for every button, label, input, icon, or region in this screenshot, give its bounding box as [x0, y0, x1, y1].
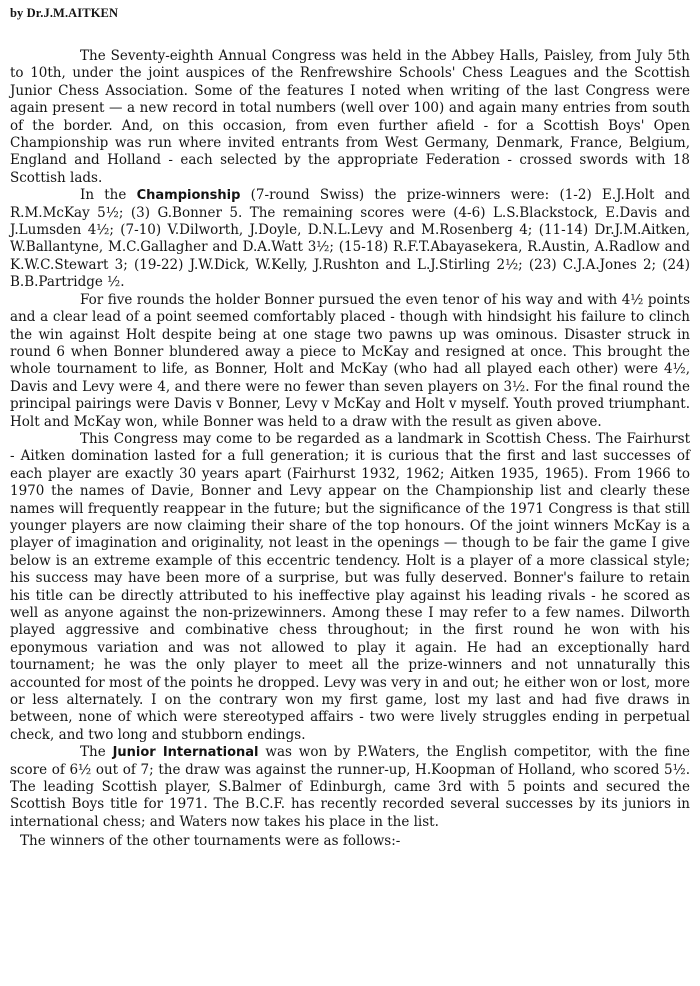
paragraph-intro: The Seventy-eighth Annual Congress was held in the Abbey Halls, Paisley, from July 5th to 10th, under the joint auspices of the Renfrewshire Schools' Chess Leagues and the Scottish Junior Chess Association. Some of the features I noted when writing of the last Congress were again present — a new record in total numbers (well over 100) and again many entries from south of the border. And, on this occasion, from even further afield - for a Scottish Boys' Open Championship was run where invited entrants from West Germany, Denmark, France, Belgium, England and Holland - each selected by the appropriate Federation - crossed swords with 18 Scottish lads. [10, 48, 690, 186]
author-byline: by Dr.J.M.AITKEN [10, 6, 119, 20]
paragraph-junior [10, 744, 690, 831]
paragraph-championship-lead: In the [80, 187, 137, 204]
paragraph-junior-lead: The [80, 744, 113, 761]
paragraph-championship [10, 187, 690, 291]
paragraph-other-winners: The winners of the other tournaments were as follows:- [20, 833, 401, 850]
article-body [10, 48, 690, 851]
championship-heading: Championship [136, 188, 241, 204]
paragraph-championship-text: (7-round Swiss) the prize-winners were: (1-2) E.J.Holt and R.M.McKay 5½; (3) G.Bonner 5. The remaining scores were (4-6) L.S.Blackstock, E.Davis and J.Lumsden 4½; (7-10) V.Dilworth, J.Doyle, D.N.L.Levy and M.Rosenberg 4; (11-14) Dr.J.M.Aitken, W.Ballantyne, M.C.Gallagher and D.A.Watt 3½; (15-18) R.F.T.Abayasekera, R.Austin, A.Radlow and K.W.C.Stewart 3; (19-22) J.W.Dick, W.Kelly, J.Rushton and L.J.Stirling 2½; (23) C.J.A.Jones 2; (24) B.B.Partridge ½. [10, 187, 691, 291]
paragraph-rounds: For five rounds the holder Bonner pursued the even tenor of his way and with 4½ points and a clear lead of a point seemed comfortably placed - though with hindsight his failure to clinch the win against Holt despite being at one stage two pawns up was ominous. Disaster struck in round 6 when Bonner blundered away a piece to McKay and resigned at once. This brought the whole tournament to life, as Bonner, Holt and McKay (who had all played each other) were 4½, Davis and Levy were 4, and there were no fewer than seven players on 3½. For the final round the principal pairings were Davis v Bonner, Levy v McKay and Holt v myself. Youth proved triumphant. Holt and McKay won, while Bonner was held to a draw with the result as given above. [10, 291, 690, 430]
paragraph-junior-text: was won by P.Waters, the English competitor, with the fine score of 6½ out of 7; the draw was against the runner-up, H.Koopman of Holland, who scored 5½. The leading Scottish player, S.Balmer of Edinburgh, came 3rd with 5 points and secured the Scottish Boys title for 1971. The B.C.F. has recently recorded several successes by its juniors in international chess; and Waters now takes his place in the list. [10, 744, 691, 830]
junior-international-heading: Junior International [112, 745, 259, 761]
paragraph-landmark: This Congress may come to be regarded as a landmark in Scottish Chess. The Fairhurst - Aitken domination lasted for a full generation; it is curious that the first and last successes of each player are exactly 30 years apart (Fairhurst 1932, 1962; Aitken 1935, 1965). From 1966 to 1970 the names of Davie, Bonner and Levy appear on the Championship list and clearly these names will frequently reappear in the future; but the significance of the 1971 Congress is that still younger players are now claiming their share of the top honours. Of the joint winners McKay is a player of imagination and originality, not least in the openings — though to be fair the game I give below is an extreme example of this eccentric tendency. Holt is a player of a more classical style; his success may have been more of a surprise, but was fully deserved. Bonner's failure to retain his title can be directly attributed to his ineffective play against his leading rivals - he scored as well as anyone against the non-prizewinners. Among these I may refer to a few names. Dilworth played aggressive and combinative chess throughout; in the first round he won with his eponymous variation and was not allowed to play it again. He had an exceptionally hard tournament; he was the only player to meet all the prize-winners and not unnaturally this accounted for most of the points he dropped. Levy was very in and out; he either won or lost, more or less alternately. I on the contrary won my first game, lost my last and had five draws in between, none of which were stereotyped affairs - two were lively struggles ending in perpetual check, and two long and stubborn endings. [10, 430, 690, 743]
